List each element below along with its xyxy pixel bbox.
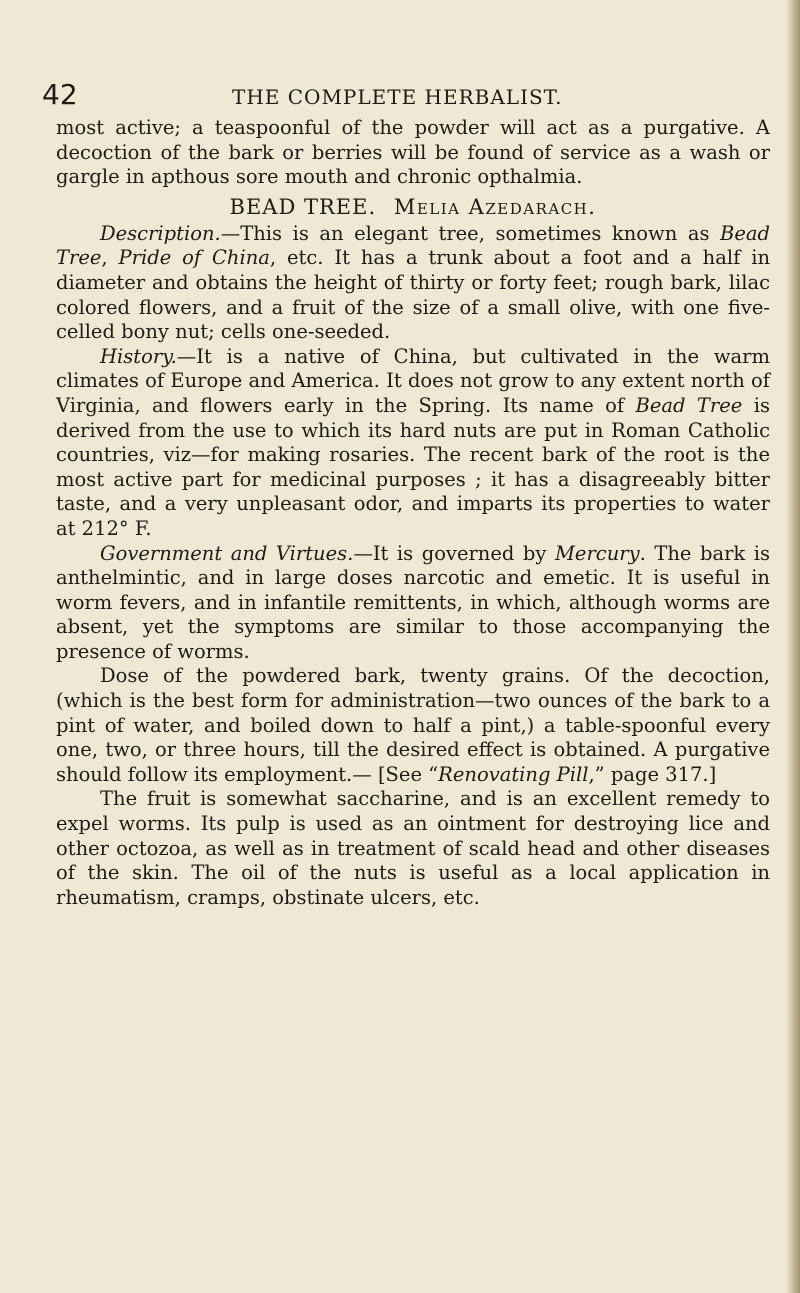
dose-reference: Renovating Pill [438, 762, 589, 786]
government-text-1: —It is governed by [353, 541, 555, 565]
government-label: Government and Virtues. [100, 541, 354, 565]
description-name-2: Pride of China [118, 246, 270, 270]
description-sep-1: , [101, 246, 119, 270]
history-text-1: —It is a native of China, but cultivated in the warm climates of Europe and America. It does not grow to any extent north of Virginia, and flowers early in the Spring. Its name of [56, 344, 770, 417]
continuation-paragraph: most active; a teaspoonful of the powder will act as a purgative. A decoction of the bark or berries will be found of service as a wash or gargle in apthous sore mouth and chronic opthalmia. [56, 116, 770, 189]
dose-paragraph [56, 664, 770, 787]
description-text-2: , etc. It has a trunk about a foot and a half in diameter and obtains the height of thirty or forty feet; rough bark, lilac colored flowers, and a fruit of the size of a small olive, with one five-celled bony nut; cells one-seeded. [56, 246, 770, 344]
government-text-2: . The bark is anthelmintic, and in large doses narcotic and emetic. It is useful in worm fevers, and in infantile remittents, in which, although worms are absent, yet the symptoms are similar to those accompanying the presence of worms. [56, 541, 770, 663]
history-name: Bead Tree [635, 393, 743, 417]
description-paragraph [56, 222, 770, 345]
description-name-1: Bead Tree [56, 221, 770, 270]
history-paragraph [56, 345, 770, 542]
dose-text-1: Dose of the powdered bark, twenty grains. Of the decoction, (which is the best form for administration—two ounces of the bark to a pint of water, and boiled down to half a pint,) a table-spoonful every one, two, or three hours, till the desired effect is obtained. A purgative should follow its employment.— [See “ [56, 664, 770, 786]
page-edge-shadow [786, 0, 800, 1293]
running-head: THE COMPLETE HERBALIST. [232, 85, 563, 109]
description-label: Description. [100, 221, 221, 245]
history-text-2: is derived from the use to which its hard nuts are put in Roman Catholic countries, viz—for making rosaries. The recent bark of the root is the most active part for medicinal purposes ; it has a disagreeably bitter taste, and a very unpleasant odor, and imparts its properties to water at 212° F. [56, 393, 770, 540]
fruit-paragraph: The fruit is somewhat saccharine, and is an excellent remedy to expel worms. Its pulp is used as an ointment for destroying lice and other octozoa, as well as in treatment of scald head and other diseases of the skin. The oil of the nuts is useful as a local application in rheumatism, cramps, obstinate ulcers, etc. [56, 787, 770, 909]
government-paragraph [56, 542, 770, 665]
entry-common-name: BEAD TREE. [229, 194, 377, 219]
page-number: 42 [42, 78, 78, 111]
entry-latin-name: Melia Azedarach. [393, 194, 597, 219]
history-label: History. [100, 344, 177, 368]
dose-text-2: ,” page 317.] [588, 762, 717, 786]
body-text [56, 116, 770, 910]
government-planet: Mercury [554, 541, 640, 565]
description-text-1: —This is an elegant tree, sometimes known as [220, 221, 721, 245]
page-header [0, 80, 800, 110]
entry-heading [56, 192, 770, 222]
